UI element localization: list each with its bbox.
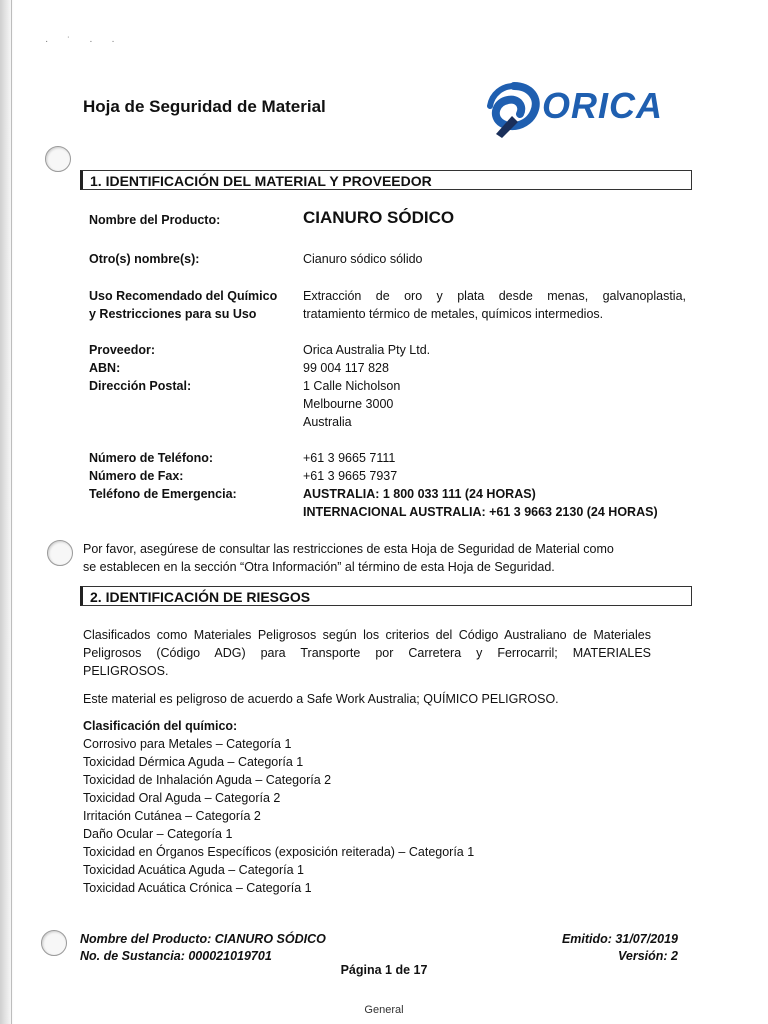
classification-item: Irritación Cutánea – Categoría 2 — [83, 809, 261, 823]
recommended-use-value-cont: tratamiento térmico de metales, químicos intermedios. — [303, 307, 604, 321]
page-edge-line — [11, 0, 12, 1024]
phone-value: +61 3 9665 7111 — [303, 451, 396, 465]
classification-title: Clasificación del químico: — [83, 719, 238, 733]
classification-item: Toxicidad Oral Aguda – Categoría 2 — [83, 791, 281, 805]
footer-substance-number: No. de Sustancia: 000021019701 — [80, 949, 272, 963]
supplier-label: Proveedor: — [89, 343, 155, 357]
restrictions-note-line: Por favor, asegúrese de consultar las restricciones de esta Hoja de Seguridad de Material como — [83, 542, 614, 556]
recommended-use-value: Extracción de oro y plata desde menas, galvanoplastia, — [303, 289, 686, 303]
other-names-label: Otro(s) nombre(s): — [89, 252, 200, 266]
classification-mark: General — [364, 1004, 404, 1016]
hazardous-chemical-statement: Este material es peligroso de acuerdo a Safe Work Australia; QUÍMICO PELIGROSO. — [83, 692, 559, 706]
page-number: Página 1 de 17 — [340, 963, 428, 977]
product-name-value: CIANURO SÓDICO — [303, 208, 455, 227]
footer-product-info — [80, 931, 326, 965]
product-name-label: Nombre del Producto: — [89, 213, 221, 227]
abn-label: ABN: — [89, 361, 121, 375]
classification-item: Toxicidad en Órganos Específicos (exposición reiterada) – Categoría 1 — [83, 845, 475, 859]
restrictions-note — [83, 540, 683, 576]
footer-issued-date: Emitido: 31/07/2019 — [561, 932, 678, 946]
fax-value: +61 3 9665 7937 — [303, 469, 398, 483]
emergency-phone-international: INTERNACIONAL AUSTRALIA: +61 3 9663 2130 (24 HORAS) — [303, 505, 658, 519]
classification-item: Toxicidad Dérmica Aguda – Categoría 1 — [83, 755, 304, 769]
address-country: Australia — [303, 415, 352, 429]
classification-item: Corrosivo para Metales – Categoría 1 — [83, 737, 292, 751]
classification-item: Toxicidad de Inhalación Aguda – Categoría 2 — [83, 773, 332, 787]
classification-item: Toxicidad Acuática Crónica – Categoría 1 — [83, 881, 312, 895]
section-2-heading: 2. IDENTIFICACIÓN DE RIESGOS — [80, 586, 692, 606]
punch-hole — [47, 540, 73, 566]
emergency-phone-australia: AUSTRALIA: 1 800 033 111 (24 HORAS) — [303, 487, 536, 501]
supplier-name: Orica Australia Pty Ltd. — [303, 343, 431, 357]
footer-issue-info — [562, 931, 678, 965]
emergency-phone-label: Teléfono de Emergencia: — [89, 487, 237, 501]
other-names-value: Cianuro sódico sólido — [303, 252, 423, 266]
paragraph-line: PELIGROSOS. — [83, 664, 169, 678]
fax-label: Número de Fax: — [89, 469, 184, 483]
orica-logo — [484, 80, 684, 140]
section-1-heading: 1. IDENTIFICACIÓN DEL MATERIAL Y PROVEEDOR — [80, 170, 692, 190]
postal-address-label: Dirección Postal: — [89, 379, 192, 393]
scan-specks: · ˙ · · — [45, 36, 123, 47]
classification-item: Toxicidad Acuática Aguda – Categoría 1 — [83, 863, 304, 877]
punch-hole — [41, 930, 67, 956]
restrictions-note-line: se establecen en la sección “Otra Información” al término de esta Hoja de Seguridad. — [83, 560, 555, 574]
phone-label: Número de Teléfono: — [89, 451, 214, 465]
punch-hole — [45, 146, 71, 172]
restrictions-label: y Restricciones para su Uso — [89, 307, 257, 321]
dangerous-goods-paragraph — [83, 626, 651, 680]
document-title: Hoja de Seguridad de Material — [83, 97, 326, 116]
paragraph-line: Clasificados como Materiales Peligrosos según los criterios del Código Australiano de Materiales — [83, 628, 651, 642]
recommended-use-label: Uso Recomendado del Químico — [89, 289, 278, 303]
address-street: 1 Calle Nicholson — [303, 379, 401, 393]
footer-version: Versión: 2 — [618, 949, 678, 963]
address-city: Melbourne 3000 — [303, 397, 394, 411]
paragraph-line: Peligrosos (Código ADG) para Transporte por Carretera y Ferrocarril; MATERIALES — [83, 646, 651, 660]
classification-item: Daño Ocular – Categoría 1 — [83, 827, 233, 841]
footer-product-name: Nombre del Producto: CIANURO SÓDICO — [80, 932, 326, 946]
orica-swirl-icon — [484, 80, 544, 140]
logo-wordmark: ORICA — [542, 85, 663, 126]
classification-block — [83, 717, 651, 897]
abn-value: 99 004 117 828 — [303, 361, 389, 375]
